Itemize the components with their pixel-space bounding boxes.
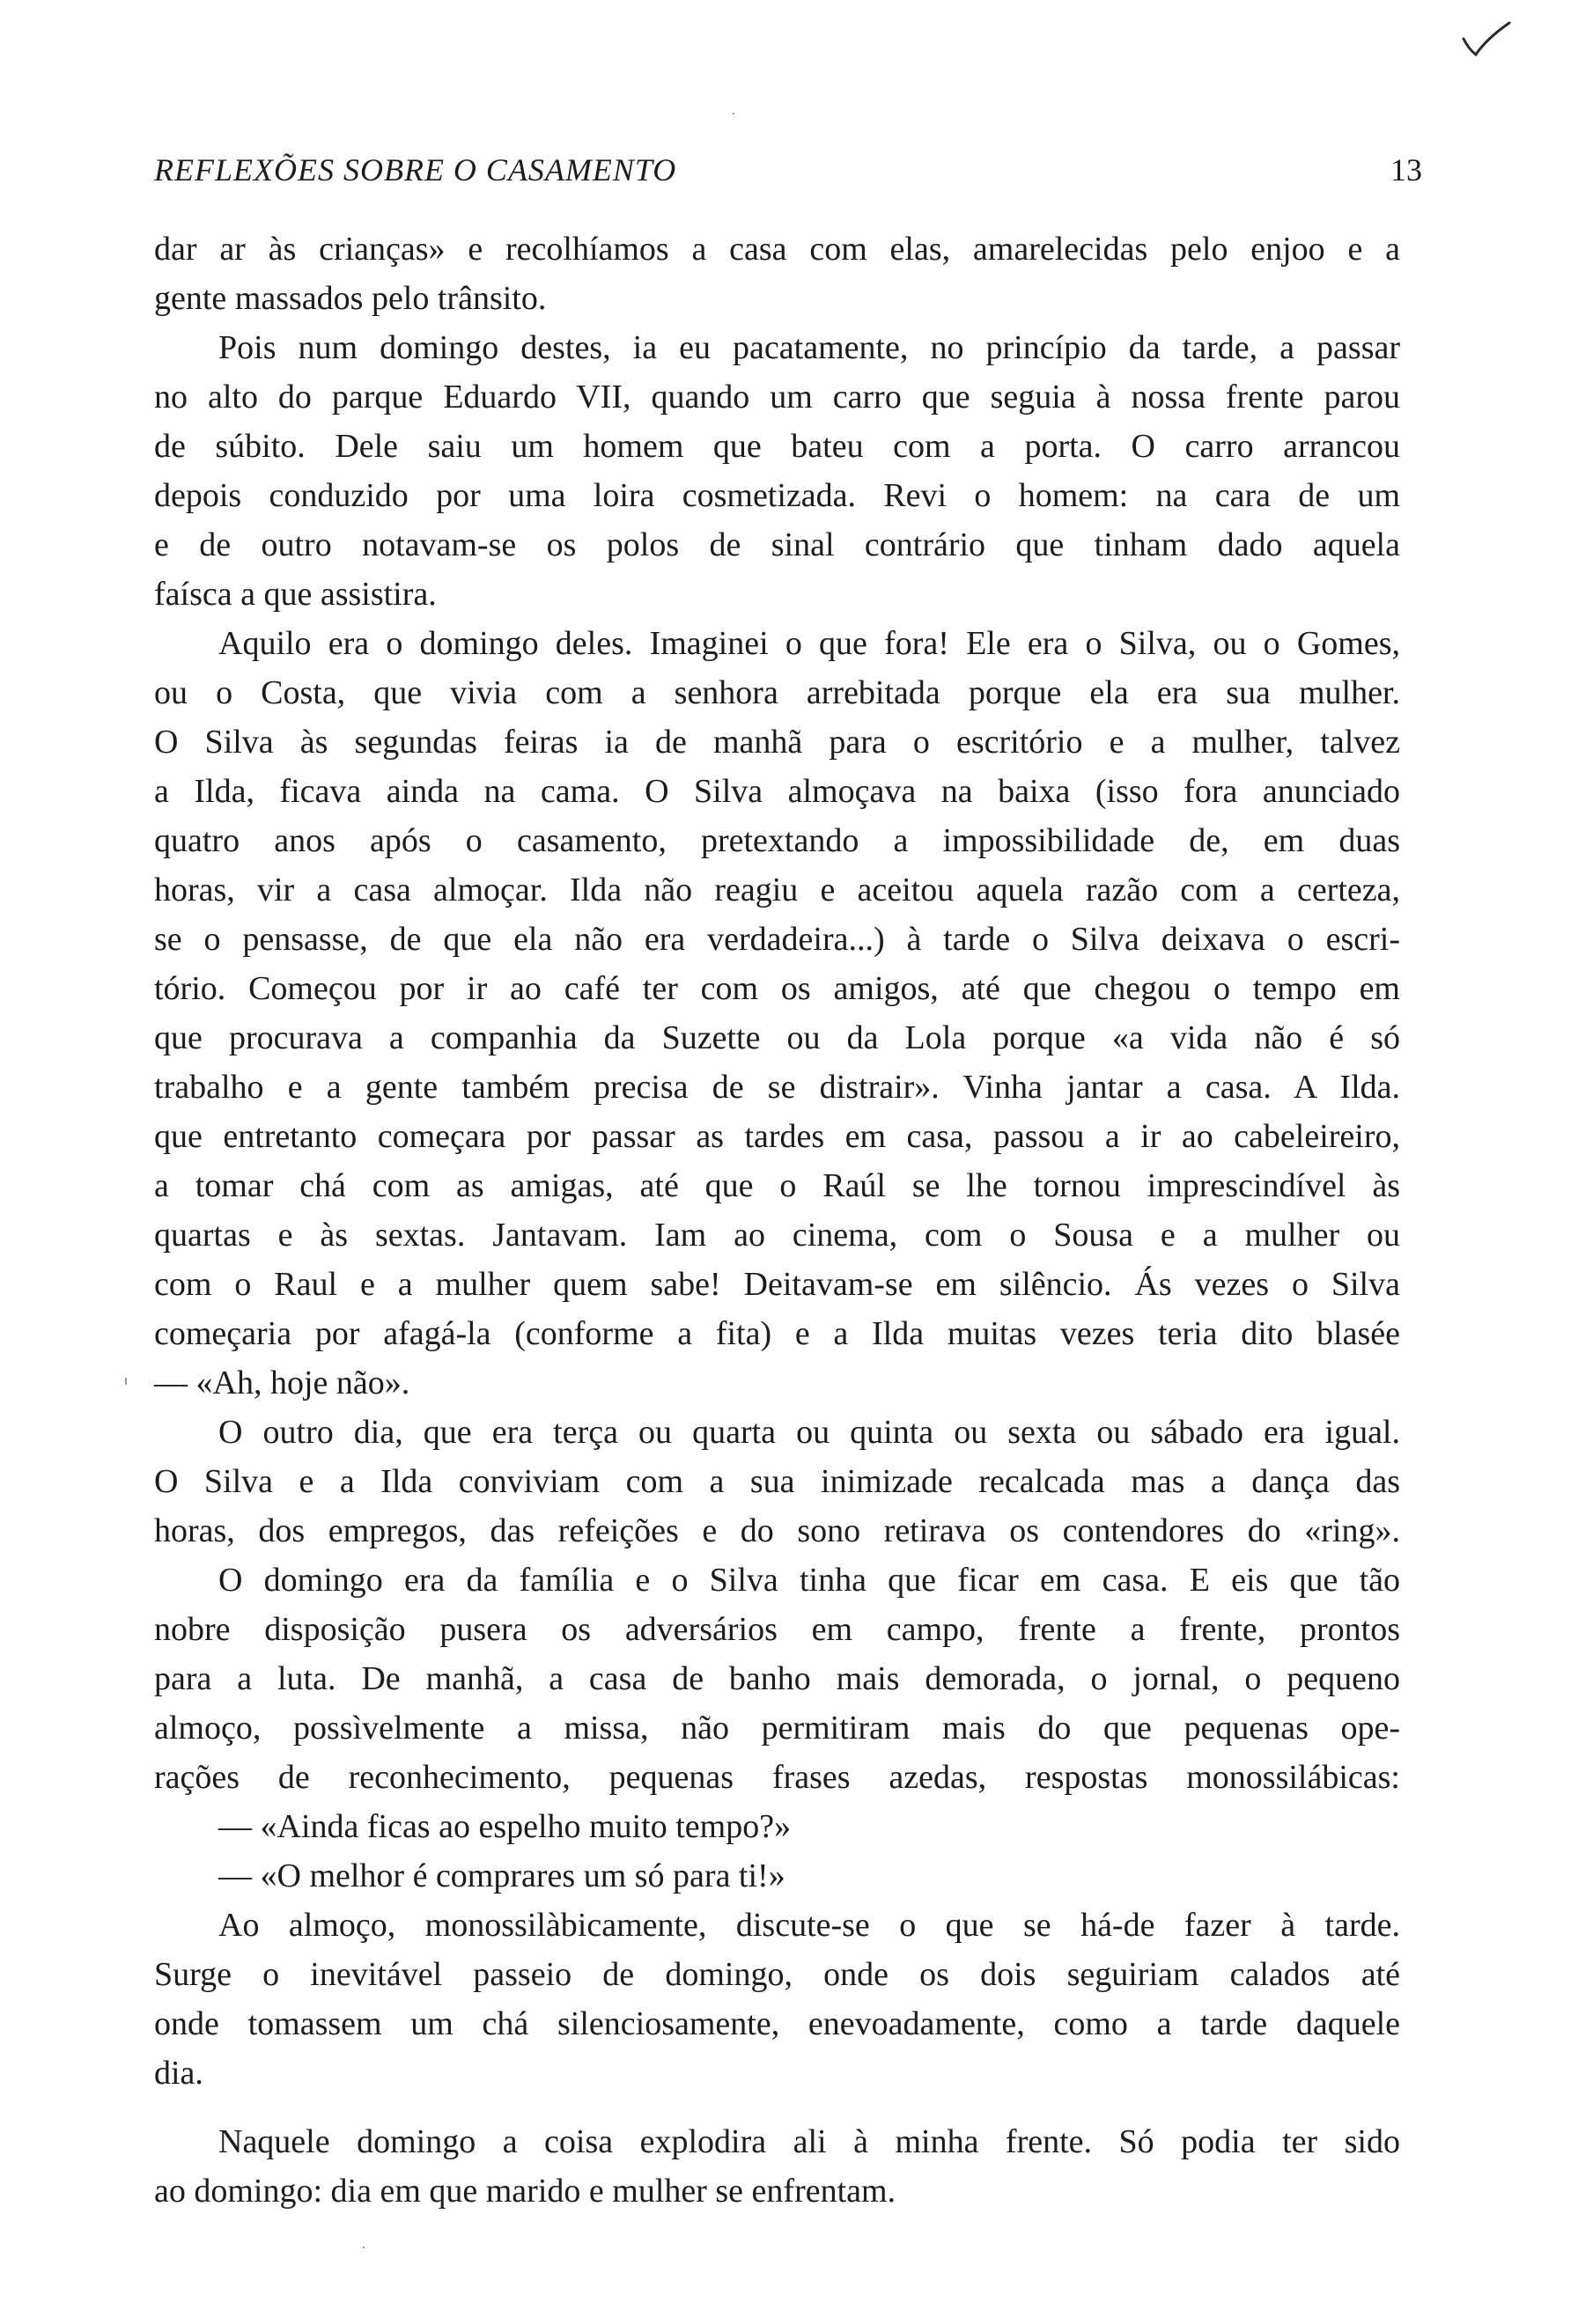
text-line: gente massados pelo trânsito.: [154, 280, 547, 317]
scan-speck: [733, 113, 734, 114]
text-line: horas, dos empregos, das refeições e do sono retirava os contendores do «ring».: [154, 1512, 1400, 1549]
text-line: ou o Costa, que vivia com a senhora arrebitada porque ela era sua mulher.: [154, 674, 1400, 711]
scan-speck: [125, 1378, 127, 1385]
text-line: ao domingo: dia em que marido e mulher se enfrentam.: [154, 2173, 896, 2210]
dialogue-line: — «Ainda ficas ao espelho muito tempo?»: [218, 1808, 792, 1845]
text-line: Ao almoço, monossilàbicamente, discute-se o que se há-de fazer à tarde.: [218, 1907, 1400, 1944]
text-line: — «Ah, hoje não».: [154, 1364, 410, 1401]
scan-speck: [363, 2247, 365, 2248]
text-line: Pois num domingo destes, ia eu pacatamente, no princípio da tarde, a passar: [218, 329, 1400, 366]
text-line: rações de reconhecimento, pequenas frases azedas, respostas monossilábicas:: [154, 1759, 1400, 1796]
text-line: com o Raul e a mulher quem sabe! Deitavam-se em silêncio. Ás vezes o Silva: [154, 1266, 1400, 1303]
text-line: a tomar chá com as amigas, até que o Raúl se lhe tornou imprescindível às: [154, 1167, 1400, 1204]
text-line: dar ar às crianças» e recolhíamos a casa com elas, amarelecidas pelo enjoo e a: [154, 231, 1400, 268]
text-line: e de outro notavam-se os polos de sinal contrário que tinham dado aquela: [154, 526, 1400, 563]
page-number: 13: [1390, 152, 1422, 188]
running-head: [154, 151, 1422, 195]
text-line: Naquele domingo a coisa explodira ali à minha frente. Só podia ter sido: [218, 2123, 1400, 2160]
text-line: que entretanto começara por passar as tardes em casa, passou a ir ao cabeleireiro,: [154, 1118, 1400, 1155]
text-line: Aquilo era o domingo deles. Imaginei o que fora! Ele era o Silva, ou o Gomes,: [218, 625, 1400, 662]
text-line: quartas e às sextas. Jantavam. Iam ao cinema, com o Sousa e a mulher ou: [154, 1217, 1400, 1254]
text-line: que procurava a companhia da Suzette ou da Lola porque «a vida não é só: [154, 1019, 1400, 1056]
text-line: almoço, possìvelmente a missa, não permitiram mais do que pequenas ope-: [154, 1710, 1400, 1747]
text-line: depois conduzido por uma loira cosmetizada. Revi o homem: na cara de um: [154, 477, 1400, 514]
text-line: para a luta. De manhã, a casa de banho mais demorada, o jornal, o pequeno: [154, 1660, 1400, 1697]
text-line: O Silva e a Ilda conviviam com a sua inimizade recalcada mas a dança das: [154, 1463, 1400, 1500]
text-line: O outro dia, que era terça ou quarta ou quinta ou sexta ou sábado era igual.: [218, 1414, 1400, 1451]
text-line: horas, vir a casa almoçar. Ilda não reagiu e aceitou aquela razão com a certeza,: [154, 872, 1400, 908]
text-line: O Silva às segundas feiras ia de manhã para o escritório e a mulher, talvez: [154, 724, 1400, 761]
text-line: Surge o inevitável passeio de domingo, onde os dois seguiriam calados até: [154, 1956, 1400, 1993]
text-line: nobre disposição pusera os adversários em campo, frente a frente, prontos: [154, 1611, 1400, 1648]
text-line: trabalho e a gente também precisa de se distrair». Vinha jantar a casa. A Ilda.: [154, 1069, 1400, 1106]
running-title: REFLEXÕES SOBRE O CASAMENTO: [154, 152, 677, 188]
text-line: O domingo era da família e o Silva tinha que ficar em casa. E eis que tão: [218, 1562, 1400, 1599]
text-line: no alto do parque Eduardo VII, quando um carro que seguia à nossa frente parou: [154, 379, 1400, 416]
text-line: começaria por afagá-la (conforme a fita) e a Ilda muitas vezes teria dito blasée: [154, 1315, 1400, 1352]
check-mark-icon: [1460, 19, 1513, 58]
text-line: a Ilda, ficava ainda na cama. O Silva almoçava na baixa (isso fora anunciado: [154, 773, 1400, 810]
text-line: quatro anos após o casamento, pretextando a impossibilidade de, em duas: [154, 822, 1400, 859]
text-line: dia.: [154, 2055, 203, 2092]
text-line: faísca a que assistira.: [154, 576, 437, 613]
text-line: tório. Começou por ir ao café ter com os amigos, até que chegou o tempo em: [154, 970, 1400, 1007]
dialogue-line: — «O melhor é comprares um só para ti!»: [218, 1857, 785, 1894]
text-line: de súbito. Dele saiu um homem que bateu com a porta. O carro arrancou: [154, 428, 1400, 465]
text-line: se o pensasse, de que ela não era verdadeira...) à tarde o Silva deixava o escri-: [154, 921, 1400, 958]
body-text: [154, 224, 1400, 2216]
paragraph-gap: [154, 2098, 1400, 2117]
text-line: onde tomassem um chá silenciosamente, enevoadamente, como a tarde daquele: [154, 2005, 1400, 2042]
